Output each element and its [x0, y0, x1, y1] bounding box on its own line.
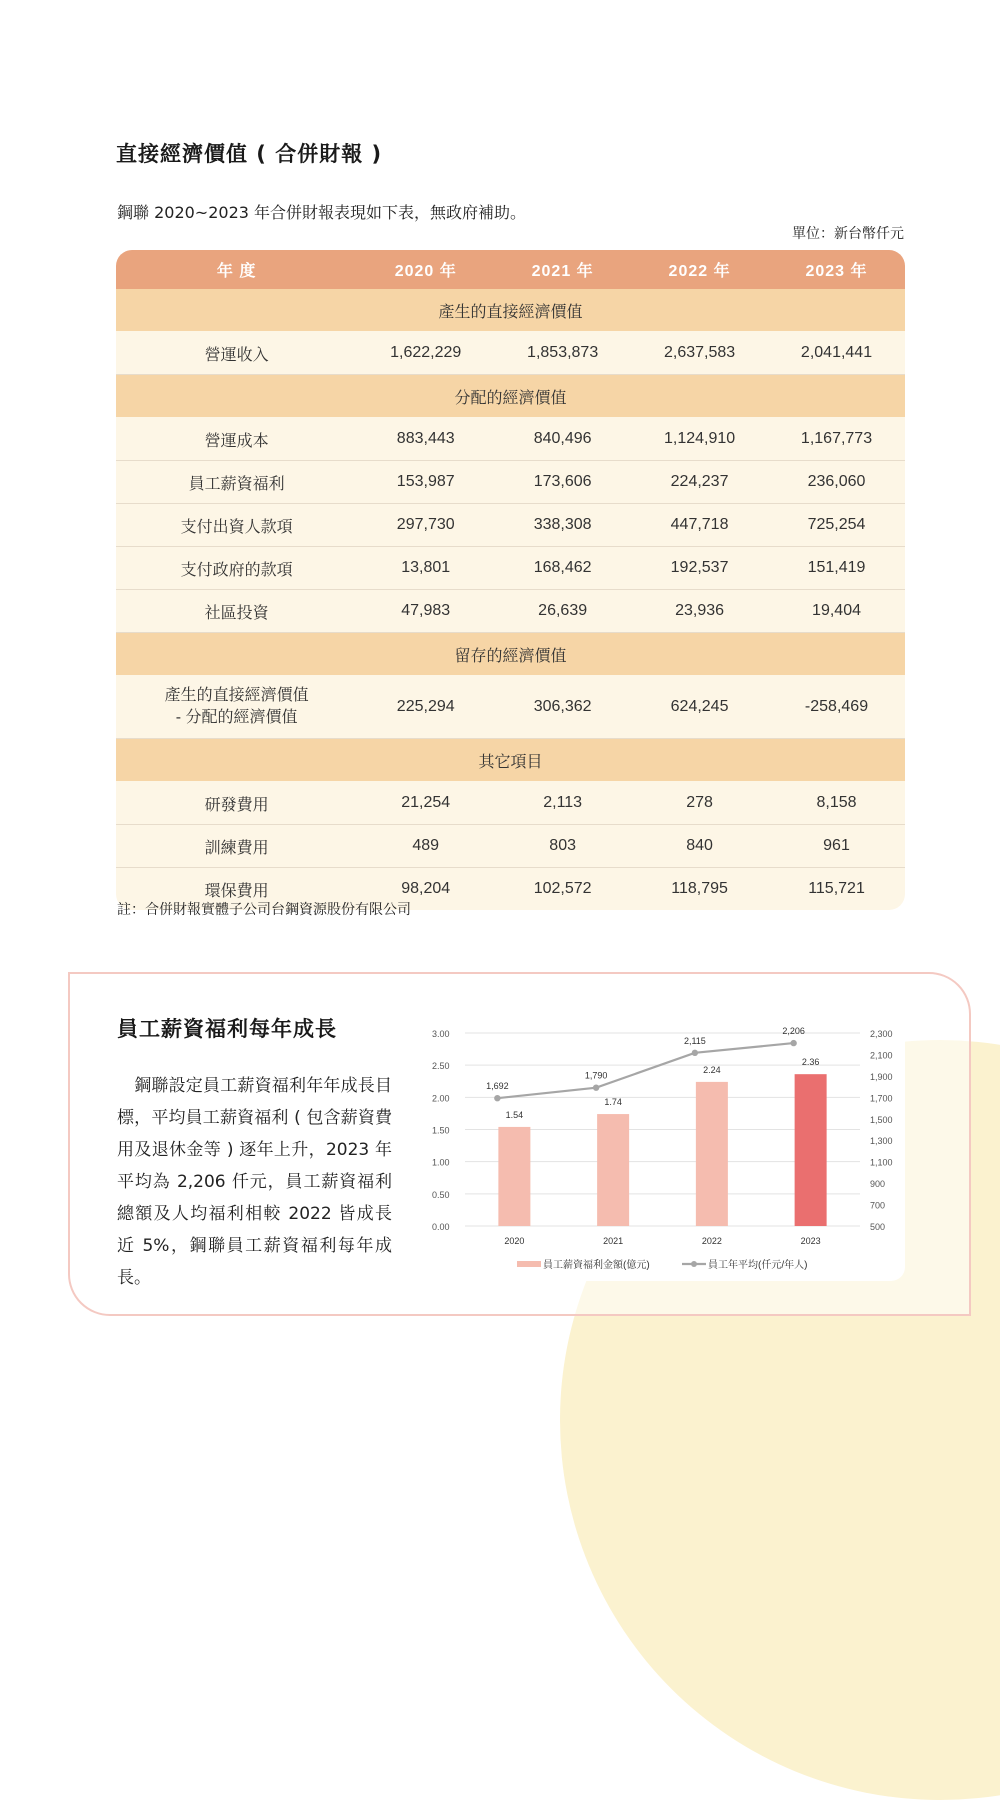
cell: 98,204	[357, 868, 494, 910]
cell: 19,404	[768, 590, 905, 633]
right-tick-label: 2,100	[870, 1050, 893, 1061]
x-tick-label: 2023	[800, 1236, 821, 1246]
cell: 447,718	[631, 504, 768, 547]
table-row	[116, 676, 905, 739]
legend-bar-label: 員工薪資福利金額(億元)	[543, 1260, 650, 1271]
cell: 8,158	[768, 782, 905, 825]
cell: 2,041,441	[768, 332, 905, 375]
cell: 21,254	[357, 782, 494, 825]
section-title: 留存的經濟價值	[116, 633, 905, 676]
table-row	[116, 782, 905, 825]
unit-label: 單位：新台幣仟元	[792, 226, 904, 242]
cell: 883,443	[357, 418, 494, 461]
line-value-label: 2,115	[683, 1035, 706, 1046]
cell: 23,936	[631, 590, 768, 633]
right-tick-label: 700	[870, 1200, 886, 1211]
left-tick-label: 2.00	[432, 1093, 450, 1104]
cell: 153,987	[357, 461, 494, 504]
header-2022: 2022 年	[631, 250, 768, 289]
salary-chart-panel	[420, 1013, 905, 1281]
economic-value-table	[116, 250, 905, 910]
cell: 489	[357, 825, 494, 868]
row-label: 營運收入	[116, 332, 357, 375]
cell: 225,294	[357, 676, 494, 739]
cell: 115,721	[768, 868, 905, 910]
section-row	[116, 289, 905, 332]
table-row	[116, 590, 905, 633]
cell: 306,362	[494, 676, 631, 739]
section-title: 產生的直接經濟價值	[116, 289, 905, 332]
cell: 278	[631, 782, 768, 825]
row-label: 研發費用	[116, 782, 357, 825]
right-tick-label: 900	[870, 1179, 886, 1190]
cell: 13,801	[357, 547, 494, 590]
table-row	[116, 418, 905, 461]
section-title: 其它項目	[116, 739, 905, 782]
cell: 1,853,873	[494, 332, 631, 375]
salary-growth-paragraph	[117, 1070, 392, 1294]
right-tick-label: 1,100	[870, 1157, 893, 1168]
bar	[597, 1114, 629, 1226]
cell: 725,254	[768, 504, 905, 547]
section-row	[116, 633, 905, 676]
section-title-economic-value: 直接經濟價值 ( 合併財報 )	[116, 142, 383, 166]
bar-value-label: 2.24	[703, 1064, 721, 1075]
cell: 2,637,583	[631, 332, 768, 375]
left-tick-label: 0.00	[432, 1222, 450, 1232]
cell: 1,167,773	[768, 418, 905, 461]
legend-line-marker	[691, 1261, 697, 1267]
bar-value-label: 2.36	[801, 1057, 820, 1068]
salary-chart	[420, 1013, 905, 1281]
row-label: 社區投資	[116, 590, 357, 633]
x-tick-label: 2022	[701, 1236, 722, 1246]
row-label: 環保費用	[116, 868, 357, 910]
header-2020: 2020 年	[357, 250, 494, 289]
line-point	[790, 1040, 796, 1046]
section-row	[116, 739, 905, 782]
cell: 840	[631, 825, 768, 868]
row-label: 員工薪資福利	[116, 461, 357, 504]
cell: 624,245	[631, 676, 768, 739]
cell: 118,795	[631, 868, 768, 910]
line-point	[494, 1095, 500, 1101]
row-label-line1: 產生的直接經濟價值	[164, 687, 309, 704]
left-tick-label: 0.50	[432, 1189, 450, 1200]
cell: 192,537	[631, 547, 768, 590]
right-tick-label: 1,500	[870, 1114, 893, 1125]
row-label: 支付出資人款項	[116, 504, 357, 547]
section-title-salary-growth: 員工薪資福利每年成長	[117, 1017, 337, 1041]
bar	[795, 1074, 827, 1226]
line-point	[593, 1084, 599, 1090]
row-label: 支付政府的款項	[116, 547, 357, 590]
cell: 151,419	[768, 547, 905, 590]
cell: 1,622,229	[357, 332, 494, 375]
row-label	[116, 676, 357, 739]
right-tick-label: 1,900	[870, 1071, 893, 1082]
cell: 297,730	[357, 504, 494, 547]
header-2021: 2021 年	[494, 250, 631, 289]
table-footnote: 註：合併財報實體子公司台鋼資源股份有限公司	[117, 902, 411, 918]
row-label-line2: - 分配的經濟價值	[175, 709, 298, 726]
table-row	[116, 332, 905, 375]
line-series	[497, 1043, 793, 1098]
x-tick-label: 2021	[603, 1236, 624, 1246]
bar-value-label: 1.54	[505, 1109, 524, 1120]
table-row	[116, 547, 905, 590]
left-tick-label: 2.50	[432, 1061, 450, 1072]
row-label: 訓練費用	[116, 825, 357, 868]
section-title: 分配的經濟價值	[116, 375, 905, 418]
legend-bar-swatch	[517, 1261, 541, 1267]
header-2023: 2023 年	[768, 250, 905, 289]
cell: 840,496	[494, 418, 631, 461]
right-tick-label: 1,700	[870, 1093, 893, 1104]
cell: 26,639	[494, 590, 631, 633]
cell: -258,469	[768, 676, 905, 739]
line-value-label: 1,692	[486, 1081, 509, 1092]
right-tick-label: 2,300	[870, 1029, 893, 1039]
legend-line-label: 員工年平均(仟元/年人)	[708, 1260, 808, 1271]
right-tick-label: 500	[870, 1222, 886, 1232]
bar	[696, 1082, 728, 1226]
cell: 1,124,910	[631, 418, 768, 461]
x-tick-label: 2020	[504, 1236, 525, 1246]
table-header-row	[116, 250, 905, 289]
bar	[498, 1127, 530, 1226]
table-row	[116, 504, 905, 547]
line-value-label: 1,790	[584, 1070, 608, 1081]
section-row	[116, 375, 905, 418]
intro-text: 鋼聯 2020~2023 年合併財報表現如下表，無政府補助。	[117, 203, 527, 222]
table-row	[116, 461, 905, 504]
cell: 102,572	[494, 868, 631, 910]
bar-value-label: 1.74	[604, 1097, 622, 1108]
cell: 224,237	[631, 461, 768, 504]
right-tick-label: 1,300	[870, 1136, 893, 1147]
cell: 168,462	[494, 547, 631, 590]
cell: 803	[494, 825, 631, 868]
cell: 47,983	[357, 590, 494, 633]
left-tick-label: 1.50	[432, 1125, 450, 1136]
header-year: 年 度	[116, 250, 357, 289]
cell: 236,060	[768, 461, 905, 504]
cell: 961	[768, 825, 905, 868]
cell: 173,606	[494, 461, 631, 504]
line-value-label: 2,206	[782, 1026, 805, 1037]
row-label: 營運成本	[116, 418, 357, 461]
left-tick-label: 1.00	[432, 1157, 450, 1168]
left-tick-label: 3.00	[432, 1029, 450, 1039]
line-point	[692, 1050, 698, 1056]
salary-growth-text: 鋼聯設定員工薪資福利年年成長目標，平均員工薪資福利 ( 包含薪資費用及退休金等 ) 逐年上升，2023 年平均為 2,206 仟元，員工薪資福利總額及人均福利相較 2022 皆成長近 5%，鋼聯員工薪資福利每年成長。	[117, 1076, 392, 1288]
table-row	[116, 825, 905, 868]
cell: 2,113	[494, 782, 631, 825]
cell: 338,308	[494, 504, 631, 547]
